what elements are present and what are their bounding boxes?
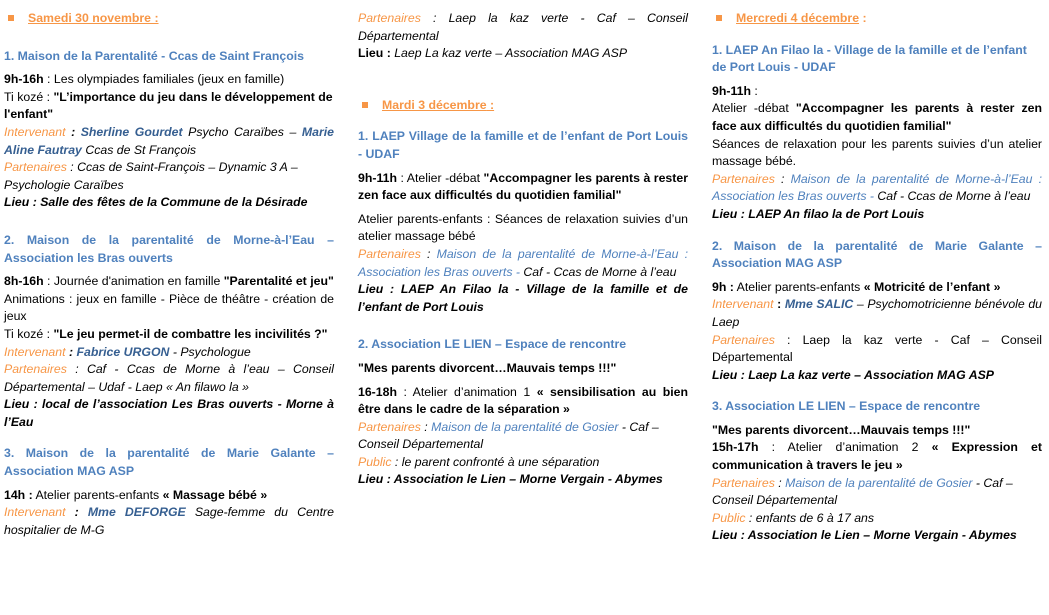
- schedule-line: 9h-11h : Atelier -débat "Accompagner les parents à rester zen face aux difficultés du quotidien familial": [358, 170, 688, 203]
- quote-line: "Mes parents divorcent…Mauvais temps !!!": [712, 422, 971, 437]
- partners-line: Partenaires : Laep la kaz verte - Caf – Conseil Départemental: [712, 332, 1042, 365]
- schedule-line: 9h : Atelier parents-enfants « Motricité de l’enfant »: [712, 279, 1001, 294]
- section-title: 1. LAEP An Filao la - Village de la famille et de l’enfant de Port Louis - UDAF: [712, 42, 1027, 75]
- date-heading-tuesday: Mardi 3 décembre :: [358, 97, 688, 115]
- square-bullet-icon: [362, 102, 368, 108]
- square-bullet-icon: [716, 15, 722, 21]
- quote-line: "Mes parents divorcent…Mauvais temps !!!": [358, 360, 617, 375]
- date-heading-saturday: Samedi 30 novembre :: [4, 10, 334, 28]
- talk-line: Ti kozé : "Le jeu permet-il de combattre les incivilités ?": [4, 326, 328, 341]
- section-title: 2. Maison de la parentalité de Marie Galante – Association MAG ASP: [712, 238, 1042, 271]
- column-tuesday: [358, 0, 688, 489]
- partners-line: Partenaires : Maison de la parentalité de Gosier - Caf – Conseil Départemental: [712, 475, 1013, 508]
- speaker-line: Intervenant : Mme DEFORGE Sage-femme du Centre hospitalier de M-G: [4, 505, 334, 537]
- sessions-line: Séances de relaxation pour les parents suivies d’un atelier massage bébé.: [712, 136, 1042, 169]
- square-bullet-icon: [8, 15, 14, 21]
- column-saturday: [4, 0, 334, 539]
- schedule-line: 14h : Atelier parents-enfants « Massage bébé »: [4, 487, 268, 502]
- debate-line: Atelier -débat "Accompagner les parents à rester zen face aux difficultés du quotidien familial": [712, 101, 1042, 133]
- schedule-line: 9h-11h :: [712, 83, 758, 98]
- location-line: Lieu : local de l’association Les Bras ouverts - Morne à l’Eau: [4, 397, 334, 429]
- location-line: Lieu : LAEP An filao la de Port Louis: [712, 206, 925, 221]
- animations-line: Animations : jeux en famille - Pièce de théâtre - création de jeux: [4, 291, 334, 324]
- speaker-line: Intervenant : Fabrice URGON - Psychologue: [4, 344, 251, 359]
- column-wednesday: [712, 0, 1042, 545]
- partners-line: Partenaires : Laep la kaz verte - Caf – Conseil Départemental: [358, 11, 688, 43]
- partners-line: Partenaires : Caf - Ccas de Morne à l’eau – Conseil Départemental – Udaf - Laep « An filawo la »: [4, 362, 334, 394]
- partners-line: Partenaires : Maison de la parentalité de Gosier - Caf – Conseil Départemental: [358, 419, 659, 452]
- schedule-line: 9h-16h : Les olympiades familiales (jeux en famille): [4, 72, 285, 87]
- public-line: Public : le parent confronté à une séparation: [358, 454, 600, 469]
- public-line: Public : enfants de 6 à 17 ans: [712, 510, 875, 525]
- schedule-line: 16-18h : Atelier d’animation 1 « sensibilisation au bien être dans le cadre de la séparation »: [358, 384, 689, 417]
- location-line: Lieu : Laep La kaz verte – Association MAG ASP: [712, 367, 994, 382]
- section-title: 2. Maison de la parentalité de Morne-à-l’Eau – Association les Bras ouverts: [4, 232, 334, 265]
- section-title: 2. Association LE LIEN – Espace de rencontre: [358, 337, 627, 352]
- speaker-line: Intervenant : Mme SALIC – Psychomotricienne bénévole du Laep: [712, 297, 1042, 329]
- location-line: Lieu : Association le Lien – Morne Vergain - Abymes: [358, 472, 663, 487]
- section-title: 3. Association LE LIEN – Espace de rencontre: [712, 399, 981, 414]
- date-heading-wednesday: Mercredi 4 décembre :: [712, 10, 1042, 28]
- talk-line: Ti kozé : "L’importance du jeu dans le développement de l'enfant": [4, 89, 333, 122]
- partners-line: Partenaires : Ccas de Saint-François – Dynamic 3 A – Psychologie Caraïbes: [4, 160, 298, 192]
- workshop-line: Atelier parents-enfants : Séances de relaxation suivies d’un atelier massage bébé: [358, 211, 688, 244]
- location-line: Lieu : Association le Lien – Morne Vergain - Abymes: [712, 528, 1017, 543]
- location-line: Lieu : Laep La kaz verte – Association MAG ASP: [358, 46, 628, 61]
- location-line: Lieu : Salle des fêtes de la Commune de la Désirade: [4, 195, 308, 210]
- partners-line: Partenaires : Maison de la parentalité de Morne-à-l’Eau : Association les Bras ouverts - Caf - Ccas de Morne à l’eau: [358, 246, 689, 279]
- location-line: Lieu : LAEP An Filao la - Village de la famille et de l’enfant de Port Louis: [358, 282, 688, 314]
- partners-line: Partenaires : Maison de la parentalité de Morne-à-l’Eau : Association les Bras ouverts - Caf - Ccas de Morne à l’eau: [712, 171, 1043, 204]
- section-title: 3. Maison de la parentalité de Marie Galante – Association MAG ASP: [4, 446, 334, 479]
- schedule-line: 15h-17h : Atelier d’animation 2 « Expression et communication à travers le jeu »: [712, 440, 1042, 473]
- schedule-line: 8h-16h : Journée d'animation en famille "Parentalité et jeu": [4, 274, 334, 289]
- section-title: 1. Maison de la Parentalité - Ccas de Saint François: [4, 48, 305, 63]
- speaker-line: Intervenant : Sherline Gourdet Psycho Caraïbes – Marie Aline Fautray Ccas de St François: [4, 124, 334, 157]
- section-title: 1. LAEP Village de la famille et de l’enfant de Port Louis - UDAF: [358, 129, 688, 161]
